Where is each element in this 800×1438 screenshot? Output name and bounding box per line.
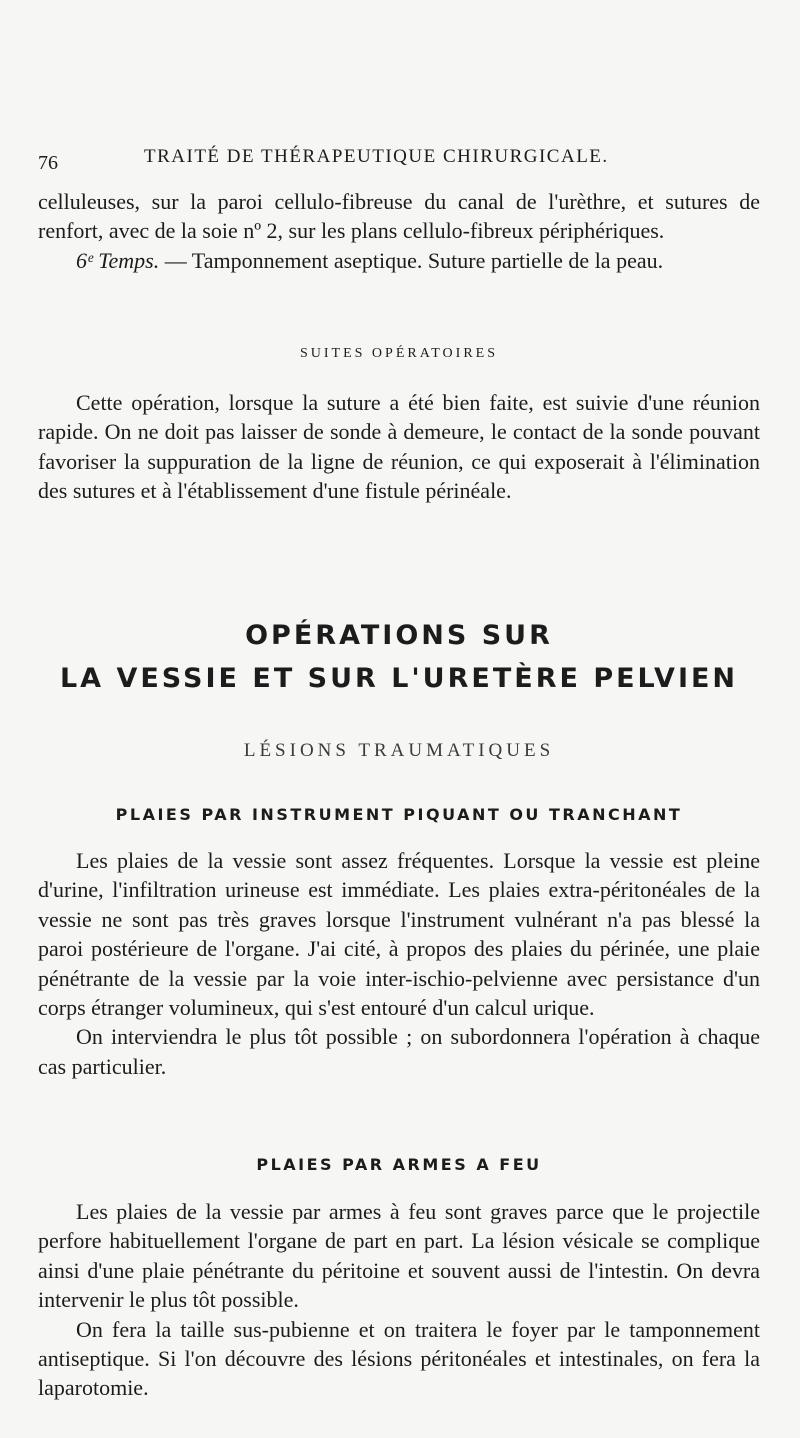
page-number: 76 (38, 152, 58, 174)
suites-text-block (38, 388, 760, 506)
step-six-text: — Tamponnement aseptique. Suture partielle de la peau. (159, 247, 664, 273)
section2-paragraph1: Les plaies de la vessie par armes à feu sont graves parce que le projectile perfore habituellement l'organe de part en part. La lésion vésicale se complique ainsi d'une plaie pénétrante du péritoine et souvent aussi de l'intestin. On devra intervenir le plus tôt possible. (38, 1199, 760, 1313)
chapter-title-line2: LA VESSIE ET SUR L'URETÈRE PELVIEN (59, 663, 739, 694)
running-title: TRAITÉ DE THÉRAPEUTIQUE CHIRURGICALE. (144, 146, 609, 167)
running-header (38, 144, 760, 174)
section2-paragraph2: On fera la taille sus-pubienne et on traitera le foyer par le tamponnement antiseptique. Si l'on découvre des lésions péritonéales et intestinales, on fera la laparotomie. (38, 1316, 760, 1401)
chapter-title (38, 614, 760, 700)
step-six-paragraph (38, 246, 760, 275)
chapter-subtitle: LÉSIONS TRAUMATIQUES (243, 740, 555, 761)
suites-heading: SUITES OPÉRATOIRES (299, 346, 499, 361)
section1-paragraph2: On interviendra le plus tôt possible ; on subordonnera l'opération à chaque cas particulier. (38, 1024, 760, 1079)
intro-text (38, 187, 760, 275)
section1-text (38, 846, 760, 1081)
step-six-label: 6ᵉ Temps. (76, 247, 160, 273)
intro-paragraph: celluleuses, sur la paroi cellulo-fibreuse du canal de l'urèthre, et sutures de renfort, avec de la soie nº 2, sur les plans cellulo-fibreux périphériques. (38, 189, 760, 244)
section2-text (38, 1197, 760, 1403)
chapter-title-line1: OPÉRATIONS SUR (245, 620, 553, 651)
suites-paragraph: Cette opération, lorsque la suture a été bien faite, est suivie d'une réunion rapide. On ne doit pas laisser de sonde à demeure, le contact de la sonde pouvant favoriser la suppuration de la ligne de réunion, ce qui exposerait à l'élimination des sutures et à l'établissement d'une fistule périnéale. (38, 390, 760, 504)
section1-heading: PLAIES PAR INSTRUMENT PIQUANT OU TRANCHANT (115, 805, 683, 824)
section1-paragraph1: Les plaies de la vessie sont assez fréquentes. Lorsque la vessie est pleine d'urine, l'infiltration urineuse est immédiate. Les plaies extra-péritonéales de la vessie ne sont pas très graves lorsque l'instrument vulnérant n'a pas blessé la paroi postérieure de l'organe. J'ai cité, à propos des plaies du périnée, une plaie pénétrante de la vessie par la voie inter-ischio-pelvienne avec persistance d'un corps étranger volumineux, qui s'est entouré d'un calcul urique. (38, 848, 760, 1021)
section2-heading: PLAIES PAR ARMES A FEU (256, 1155, 542, 1174)
